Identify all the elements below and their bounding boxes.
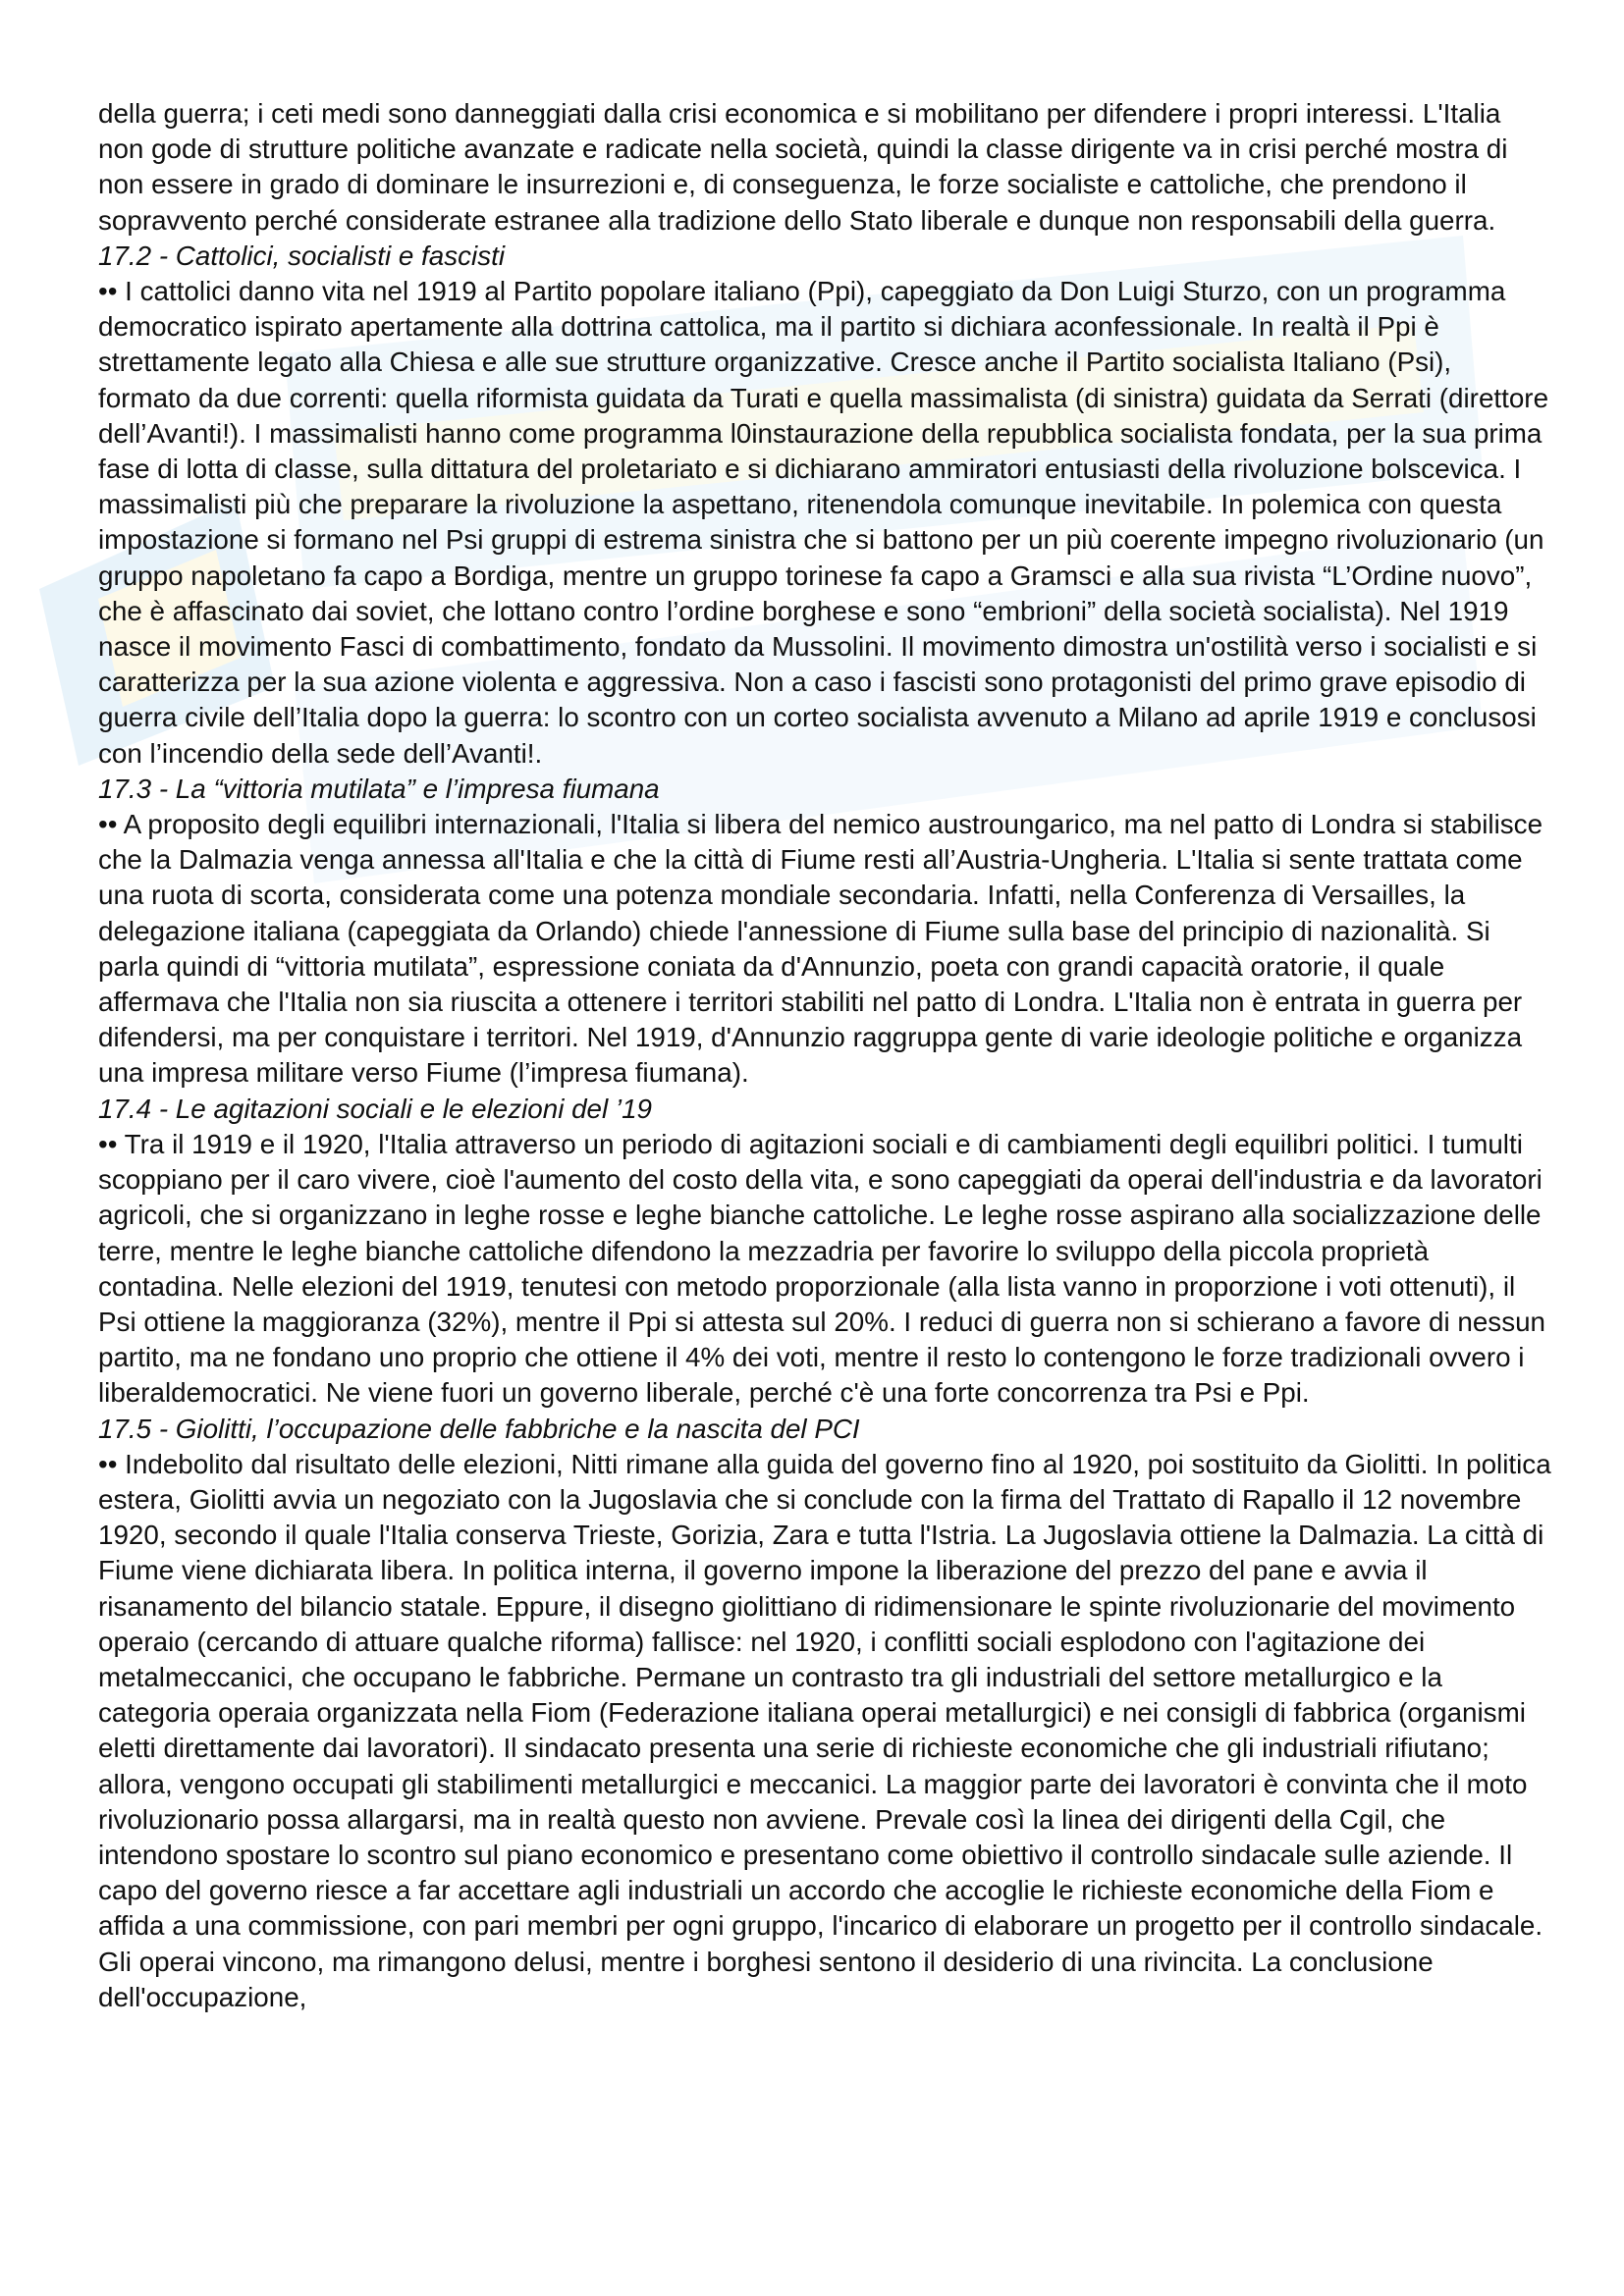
intro-paragraph: della guerra; i ceti medi sono danneggiati dalla crisi economica e si mobilitano per difendere i propri interessi. L'Italia non gode di strutture politiche avanzate e radicate nella società, quindi la classe dirigente va in crisi perché mostra di non essere in grado di dominare le insurrezioni e, di conseguenza, le forze socialiste e cattoliche, che prendono il sopravvento perché considerate estranee alla tradizione dello Stato liberale e dunque non responsabili della guerra.	[98, 98, 1508, 236]
section-paragraph: •• Tra il 1919 e il 1920, l'Italia attraverso un periodo di agitazioni sociali e di cambiamenti degli equilibri politici. I tumulti scoppiano per il caro vivere, cioè l'aumento del costo della vita, e sono capeggiati da operai dell'industria e da lavoratori agricoli, che si organizzano in leghe rosse e leghe bianche cattoliche. Le leghe rosse aspirano alla socializzazione delle terre, mentre le leghe bianche cattoliche difendono la mezzadria per favorire lo sviluppo della piccola proprietà contadina. Nelle elezioni del 1919, tenutesi con metodo proporzionale (alla lista vanno in proporzione i voti ottenuti), il Psi ottiene la maggioranza (32%), mentre il Ppi si attesta sul 20%. I reduci di guerra non si schierano a favore di nessun partito, ma ne fondano uno proprio che ottiene il 4% dei voti, mentre il resto lo contengono le forze tradizionali ovvero i liberaldemocratici. Ne viene fuori un governo liberale, perché c'è una forte concorrenza tra Psi e Ppi.	[98, 1128, 1546, 1409]
document-page	[98, 96, 1551, 2015]
section-heading: 17.5 - Giolitti, l’occupazione delle fabbriche e la nascita del PCI	[98, 1413, 860, 1444]
section-heading: 17.4 - Le agitazioni sociali e le elezioni del ’19	[98, 1093, 653, 1124]
section-paragraph: •• I cattolici danno vita nel 1919 al Partito popolare italiano (Ppi), capeggiato da Don Luigi Sturzo, con un programma democratico ispirato apertamente alla dottrina cattolica, ma il partito si dichiara aconfessionale. In realtà il Ppi è strettamente legato alla Chiesa e alle sue strutture organizzative. Cresce anche il Partito socialista Italiano (Psi), formato da due correnti: quella riformista guidata da Turati e quella massimalista (di sinistra) guidata da Serrati (direttore dell’Avanti!). I massimalisti hanno come programma l0instaurazione della repubblica socialista fondata, per la sua prima fase di lotta di classe, sulla dittatura del proletariato e si dichiarano ammiratori entusiasti della rivoluzione bolscevica. I massimalisti più che preparare la rivoluzione la aspettano, ritenendola comunque inevitabile. In polemica con questa impostazione si formano nel Psi gruppi di estrema sinistra che si battono per un più coerente impegno rivoluzionario (un gruppo napoletano fa capo a Bordiga, mentre un gruppo torinese fa capo a Gramsci e alla sua rivista “L’Ordine nuovo”, che è affascinato dai soviet, che lottano contro l’ordine borghese e sono “embrioni” della società socialista). Nel 1919 nasce il movimento Fasci di combattimento, fondato da Mussolini. Il movimento dimostra un'ostilità verso i socialisti e si caratterizza per la sua azione violenta e aggressiva. Non a caso i fascisti sono protagonisti del primo grave episodio di guerra civile dell’Italia dopo la guerra: lo scontro con un corteo socialista avvenuto a Milano ad aprile 1919 e conclusosi con l’incendio della sede dell’Avanti!.	[98, 276, 1549, 769]
section-heading: 17.3 - La “vittoria mutilata” e l’impresa fiumana	[98, 773, 660, 804]
section-heading: 17.2 - Cattolici, socialisti e fascisti	[98, 240, 506, 271]
section-paragraph: •• Indebolito dal risultato delle elezioni, Nitti rimane alla guida del governo fino al 1920, poi sostituito da Giolitti. In politica estera, Giolitti avvia un negoziato con la Jugoslavia che si conclude con la firma del Trattato di Rapallo il 12 novembre 1920, secondo il quale l'Italia conserva Trieste, Gorizia, Zara e tutta l'Istria. La Jugoslavia ottiene la Dalmazia. La città di Fiume viene dichiarata libera. In politica interna, il governo impone la liberazione del prezzo del pane e avvia il risanamento del bilancio statale. Eppure, il disegno giolittiano di ridimensionare le spinte rivoluzionarie del movimento operaio (cercando di attuare qualche riforma) fallisce: nel 1920, i conflitti sociali esplodono con l'agitazione dei metalmeccanici, che occupano le fabbriche. Permane un contrasto tra gli industriali del settore metallurgico e la categoria operaia organizzata nella Fiom (Federazione italiana operai metallurgici) e nei consigli di fabbrica (organismi eletti direttamente dai lavoratori). Il sindacato presenta una serie di richieste economiche che gli industriali rifiutano; allora, vengono occupati gli stabilimenti metallurgici e meccanici. La maggior parte dei lavoratori è convinta che il moto rivoluzionario possa allargarsi, ma in realtà questo non avviene. Prevale così la linea dei dirigenti della Cgil, che intendono spostare lo scontro sul piano economico e presentano come obiettivo il controllo sindacale sulle aziende. Il capo del governo riesce a far accettare agli industriali un accordo che accoglie le richieste economiche della Fiom e affida a una commissione, con pari membri per ogni gruppo, l'incarico di elaborare un progetto per il controllo sindacale. Gli operai vincono, ma rimangono delusi, mentre i borghesi sentono il desiderio di una rivincita. La conclusione dell'occupazione,	[98, 1448, 1551, 2012]
section-paragraph: •• A proposito degli equilibri internazionali, l'Italia si libera del nemico austroungarico, ma nel patto di Londra si stabilisce che la Dalmazia venga annessa all'Italia e che la città di Fiume resti all’Austria-Ungheria. L'Italia si sente trattata come una ruota di scorta, considerata come una potenza mondiale secondaria. Infatti, nella Conferenza di Versailles, la delegazione italiana (capeggiata da Orlando) chiede l'annessione di Fiume sulla base del principio di nazionalità. Si parla quindi di “vittoria mutilata”, espressione coniata da d'Annunzio, poeta con grandi capacità oratorie, il quale affermava che l'Italia non sia riuscita a ottenere i territori stabiliti nel patto di Londra. L'Italia non è entrata in guerra per difendersi, ma per conquistare i territori. Nel 1919, d'Annunzio raggruppa gente di varie ideologie politiche e organizza una impresa militare verso Fiume (l’impresa fiumana).	[98, 809, 1543, 1089]
